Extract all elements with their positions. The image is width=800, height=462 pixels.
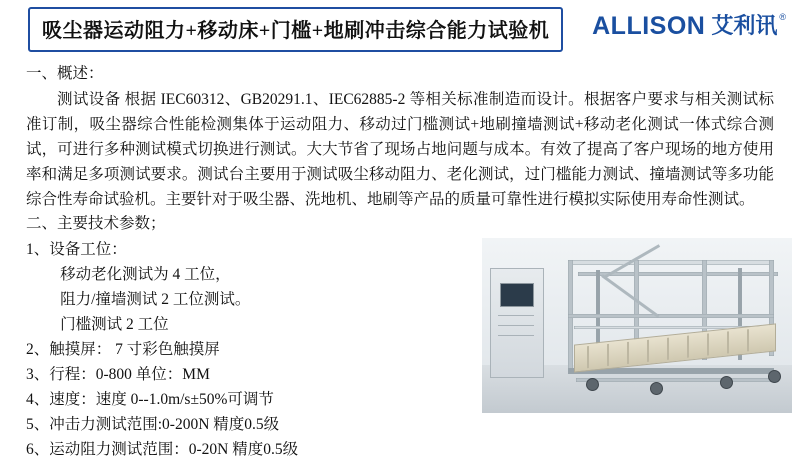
specs-list: [26, 237, 496, 462]
touchscreen-panel: [500, 283, 534, 307]
specs-heading: 二、主要技术参数；: [26, 215, 166, 232]
control-cabinet: [490, 268, 544, 378]
list-item: 2、触摸屏： 7 寸彩色触摸屏: [26, 341, 220, 358]
logo-wordmark: ALLISON: [592, 12, 706, 40]
overview-paragraph: 测试设备 根据 IEC60312、GB20291.1、IEC62885-2 等相关标准制造而设计。根据客户要求与相关测试标准订制，吸尘器综合性能检测集体于运动阻力、移动过门槛测试+地刷撞墙测试+移动老化测试一体式综合测试，可进行多种测试模式切换进行测试。大大节省了现场占地问题与成本。有效了提高了客户现场的地方使用率和满足多项测试要求。测试台主要用于测试吸尘移动阻力、老化测试，过门槛能力测试、撞墙测试等多功能综合性寿命试验机。主要针对于吸尘器、洗地机、地刷等产品的质量可靠性进行模拟实际使用寿命性测试。: [26, 91, 774, 208]
list-item: 3、行程：0-800 单位：MM: [26, 366, 210, 383]
list-item: 阻力/撞墙测试 2 工位测试。: [60, 291, 251, 308]
list-item: 4、速度：速度 0--1.0m/s±50%可调节: [26, 391, 274, 408]
title-box: [28, 7, 563, 52]
list-item: 6、运动阻力测试范围：0-20N 精度0.5级: [26, 441, 299, 458]
list-item: 门槛测试 2 工位: [60, 316, 169, 333]
caster-wheel: [650, 382, 663, 395]
overview-heading: 一、概述：: [26, 65, 104, 82]
list-item: 移动老化测试为 4 工位，: [60, 266, 231, 283]
caster-wheel: [720, 376, 733, 389]
caster-wheel: [768, 370, 781, 383]
registered-mark-icon: ®: [779, 12, 786, 22]
list-item: 5、冲击力测试范围:0-200N 精度0.5级: [26, 416, 280, 433]
page-title: 吸尘器运动阻力+移动床+门槛+地刷冲击综合能力试验机: [42, 20, 550, 42]
page-header: [0, 0, 800, 58]
product-photo: [482, 238, 792, 413]
logo-chinese-name: 艾利讯: [711, 13, 778, 38]
brand-logo: [592, 12, 786, 46]
caster-wheel: [586, 378, 599, 391]
list-item: 1、设备工位：: [26, 241, 127, 258]
